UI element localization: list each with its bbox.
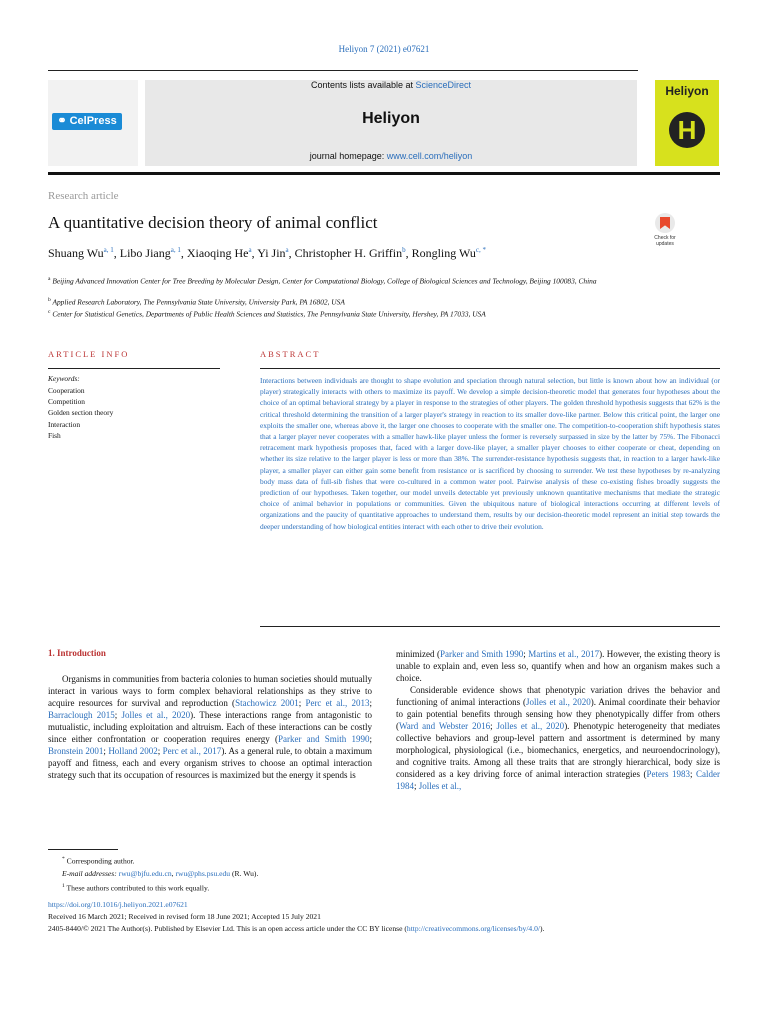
author-affiliation-mark[interactable]: c, * [475,246,486,254]
received-dates: Received 16 March 2021; Received in revised form 18 June 2021; Accepted 15 July 2021 [48,912,321,921]
body-text: ; [369,698,372,708]
header-bottom-rule [48,172,720,175]
homepage-prefix: journal homepage: [309,151,387,161]
affiliation-c [48,307,628,320]
header-top-rule [48,70,638,71]
body-text: ; [523,649,529,659]
article-metadata [48,899,728,935]
keyword-item: Competition [48,397,85,407]
intro-paragraph-2 [396,684,720,792]
citation-link[interactable]: Jolles et al., [418,781,462,791]
keywords-label: Keywords: [48,374,80,383]
keyword-item: Interaction [48,419,81,429]
footnote-rule [48,849,118,850]
license-text: 2405-8440/© 2021 The Author(s). Published by Elsevier Ltd. This is an open access article under the CC BY license ( [48,924,407,933]
journal-reference[interactable]: Heliyon 7 (2021) e07621 [338,44,430,54]
email-note [48,868,258,880]
author-name[interactable]: Rongling Wu [411,246,476,260]
affiliation-mark: c [48,309,51,315]
citation-link[interactable]: Ward and Webster 2016 [399,721,491,731]
check-for-updates-badge[interactable] [648,213,682,253]
cellpress-logo-text: CelPress [69,115,117,127]
journal-homepage-line [145,151,637,161]
body-text: Considerable evidence shows that phenotypic variation drives the behavior and functioning of animal interactions ( [396,685,720,707]
body-text: ; [689,769,696,779]
footnote-text: Corresponding author. [66,856,135,866]
affiliation-mark: b [48,297,51,303]
author-list: Shuang Wu$^{a, 1}$, Libo Jiang$^{a, 1}$, Xiaoqing He$^a$, Yi Jin$^a$, Christopher H. Griffin$^b$, Rongling $Wu^{c, *}$ [48,246,486,260]
footnotes [48,853,258,894]
license-link[interactable]: http://creativecommons.org/licenses/by/4.0/ [406,924,541,933]
affiliation-text: Applied Research Laboratory, The Pennsylvania State University, University Park, PA 16802, USA [52,297,345,307]
body-text: ). These interactions range from antagonistic to mutualistic, including exploitation and altruism. Each of these interactions can be costly since either confrontation or cooperation requires energy ( [48,710,373,744]
affiliation-text: Center for Statistical Genetics, Departments of Public Health Sciences and Statistics, The Pennsylvania State University, Hershey, PA 17033, USA [52,309,486,319]
citation-link[interactable]: Martins et al., 2017 [528,649,600,659]
citation-link[interactable]: Jolles et al., 2020 [526,697,591,707]
article-info-rule [48,368,220,369]
footnote-text: These authors contributed to this work equally. [66,883,210,893]
email-link[interactable]: rwu@bjfu.edu.cn [118,868,172,878]
citation-link[interactable]: Jolles et al., 2020 [121,710,191,720]
body-text: Organisms in communities from bacteria colonies to human societies should mutually interact in various ways to form complex behavioral relationships as they strive to acquire resources for survival and reproduction ( [48,674,372,708]
citation-link[interactable]: Peters 1983 [646,769,690,779]
affiliation-mark: a [48,276,51,282]
body-text: ; [298,698,306,708]
body-text: ). Animal coordinate their behavior to gain potential benefits through sensing how they phenotypically differ from others ( [396,697,720,731]
body-text: ). However, the existing theory is unable to explain and, even less so, quantify when and how an organism makes such a choice. [396,649,720,683]
corresponding-author-note [48,853,258,868]
body-text: ; [103,746,109,756]
body-text: ; [490,721,497,731]
affiliation-text: Beijing Advanced Innovation Center for Tree Breeding by Molecular Design, Center for Computational Biology, College of Biological Sciences and Technology, Beijing 100083, China [52,276,597,286]
homepage-link[interactable]: www.cell.com/heliyon [386,151,473,161]
abstract-rule [260,368,720,369]
body-text: minimized ( [396,649,440,659]
body-text: ). Phenotypic heterogeneity that mediates collective behaviors and group-level pattern and assortment is determined by many morphological, physiological (i.e., biomechanics, energetics, and neuroendocrinology), and cognitive traits. Among all these traits that are strongly hierarchical, body size is considered as a key driving force of animal interaction strategies ( [396,721,720,779]
cover-logo-h: H [669,112,705,148]
email-separator: , [171,868,176,878]
abstract-heading: ABSTRACT [260,349,321,359]
keyword-item: Cooperation [48,386,85,395]
citation-link[interactable]: Perc et al., 2017 [162,746,222,756]
author-affiliation-mark[interactable]: a [248,246,252,254]
equal-contribution-note [48,880,258,895]
author-affiliation-mark[interactable]: b [402,246,406,254]
body-text: ; [114,710,122,720]
citation-link[interactable]: Calder 1984 [396,769,720,791]
footnote-mark: 1 [62,882,65,889]
article-info-heading: ARTICLE INFO [48,349,130,359]
author-affiliation-mark[interactable]: a [285,246,289,254]
abstract-end-rule [260,626,720,627]
author-name[interactable]: Shuang Wu [48,246,104,260]
body-text: ; [157,746,163,756]
author-affiliation-mark[interactable]: a, 1 [170,246,181,254]
introduction-heading: 1. Introduction [48,648,106,658]
author-name[interactable]: Libo Jiang [119,246,171,260]
email-link[interactable]: rwu@phs.psu.edu [175,868,231,878]
citation-link[interactable]: Holland 2002 [108,746,158,756]
author-name[interactable]: Xiaoqing He [186,246,249,260]
license-suffix: ). [540,924,545,933]
article-type: Research article [48,190,119,202]
keyword-item: Fish [48,430,61,440]
citation-link[interactable]: Stachowicz 2001 [235,698,299,708]
contents-available-line [145,80,637,90]
sciencedirect-link[interactable]: ScienceDirect [415,80,472,90]
intro-paragraph-1 [48,673,372,781]
footnote-mark: * [62,856,65,862]
keywords-list [48,385,113,441]
abstract-text: Interactions between individuals are thought to shape evolution and speciation through natural selection, but little is known about how an individual (or player) strategically interacts with others to maximize its payoff. We develop a simple decision-theoretic model that generates four hypotheses about the choice of an optimal behavioral strategy by a player in response to the strategies of other players. The golden threshold hypothesis suggests that 62% is the critical threshold determining the transition of a larger player's strategy in reaction to its smaller dove-like partner. Below this critical point, the larger one exploits the smaller one, whereas above it, the larger one chooses to cooperate with the smaller one. The competition-to-cooperation shift hypothesis states that a larger player never cooperates with a smaller hawk-like player unless the former is reversely surpassed in size by the latter by 75%. The Fibonacci retracement mark hypothesis proposes that, faced with a larger dove-like player, a smaller player chooses to either cooperate or cheat, depending on whether its size relative to the larger player is less or more than 38%. The surrender-resistance hypothesis suggests that, in reaction to a larger hawk-like player, a smaller player can either gain some benefit from resistance or is sacrificed by choosing to surrender. We test these hypotheses by re-analyzing body mass data of full-sib fishes that were co-cultured in a common water pool. Pairwise analysis of these co-existing fishes broadly suggests the prediction of our hypotheses. Taken together, our model unveils detectable yet previously unknown quantitative mechanisms that mediate the strategic choice of animal behavior in populations or communities. Given the ubiquitous nature of biological interactions occurring at different levels of organizations and the paucity of quantitative approaches to understand them, results by our decision-theoretic model represent an initial step towards the deeper understanding of how biological entities interact with each other to drive their evolution. [260,376,720,531]
citation-link[interactable]: Parker and Smith 1990 [439,649,524,659]
cover-title: Heliyon [665,84,709,98]
author-name[interactable]: Yi Jin [257,246,286,260]
body-text: ; [414,781,419,791]
link-icon: ⚭ [57,115,70,127]
body-text: ). As a general rule, to obtain a maximum payoff and fitness, each and every organism strives to choose an optimal interaction strategy such that its occupation of resources is maximized but the energy it spends is [48,746,372,780]
check-updates-label: Check for updates [654,235,676,247]
citation-link[interactable]: Perc et al., 2013 [305,698,370,708]
author-name[interactable]: Christopher H. Griffin [294,246,403,260]
email-suffix: (R. Wu). [230,868,259,878]
intro-right-column [396,648,720,792]
author-affiliation-mark[interactable]: a, 1 [103,246,114,254]
citation-link[interactable]: Parker and Smith 1990 [277,734,370,744]
license-line [48,923,728,935]
article-title: A quantitative decision theory of animal conflict [48,213,378,232]
contents-prefix: Contents lists available at [310,80,416,90]
cellpress-logo [52,113,122,130]
citation-link[interactable]: Bronstein 2001 [48,746,104,756]
journal-name: Heliyon [362,110,420,127]
citation-link[interactable]: Jolles et al., 2020 [496,721,565,731]
doi-link[interactable]: https://doi.org/10.1016/j.heliyon.2021.e07621 [48,900,188,909]
affiliation-a [48,274,628,287]
citation-link[interactable]: Barraclough 2015 [48,710,115,720]
intro-paragraph-1-continued [396,648,720,684]
body-text: ; [369,734,372,744]
keyword-item: Golden section theory [48,408,114,418]
email-label: E-mail addresses: [62,868,119,878]
